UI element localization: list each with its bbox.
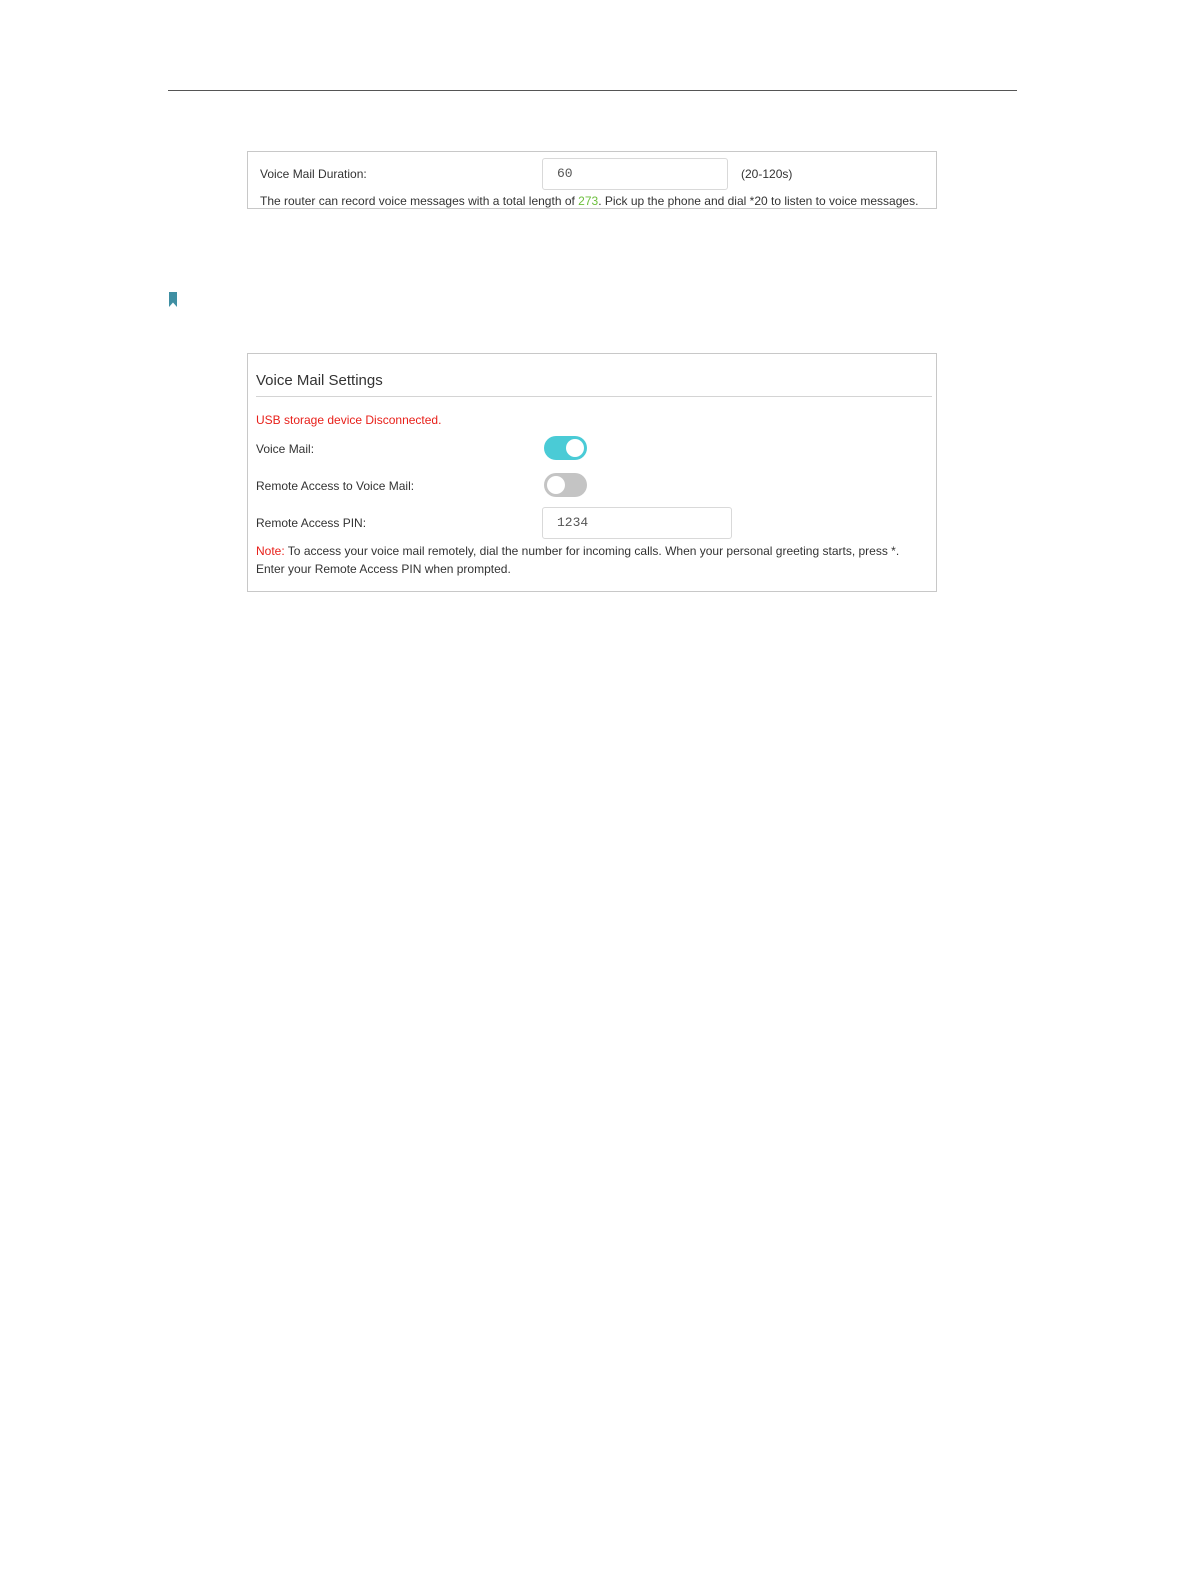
storage-info-text — [260, 194, 918, 208]
note-line-1: To access your voice mail remotely, dial the number for incoming calls. When your personal greeting starts, press *. — [284, 544, 900, 558]
header-rule — [168, 90, 1017, 91]
toggle-knob — [547, 476, 565, 494]
remote-access-toggle[interactable] — [544, 473, 587, 497]
note-label: Note: — [256, 544, 285, 558]
section-divider — [256, 396, 932, 397]
remote-access-note — [256, 542, 926, 578]
storage-info-prefix: The router can record voice messages with a total length of — [260, 194, 579, 208]
storage-total-length: 273 — [578, 194, 599, 208]
section-title: Voice Mail Settings — [256, 372, 383, 389]
voice-mail-duration-range-hint: (20-120s) — [741, 167, 793, 181]
toggle-knob — [566, 439, 584, 457]
note-line-2: Enter your Remote Access PIN when prompted. — [256, 562, 511, 576]
remote-access-pin-label: Remote Access PIN: — [256, 516, 367, 530]
remote-access-label: Remote Access to Voice Mail: — [256, 479, 415, 493]
bookmark-icon — [169, 292, 177, 307]
voice-mail-duration-label: Voice Mail Duration: — [260, 167, 367, 181]
voice-mail-duration-panel — [247, 151, 937, 209]
usb-status-alert: USB storage device Disconnected. — [256, 413, 442, 427]
remote-access-pin-input[interactable]: 1234 — [542, 507, 732, 539]
voice-mail-toggle[interactable] — [544, 436, 587, 460]
voice-mail-label: Voice Mail: — [256, 442, 315, 456]
voice-mail-duration-input[interactable]: 60 — [542, 158, 728, 190]
voice-mail-settings-panel — [247, 353, 937, 592]
storage-info-suffix: . Pick up the phone and dial *20 to listen to voice messages. — [598, 194, 919, 208]
